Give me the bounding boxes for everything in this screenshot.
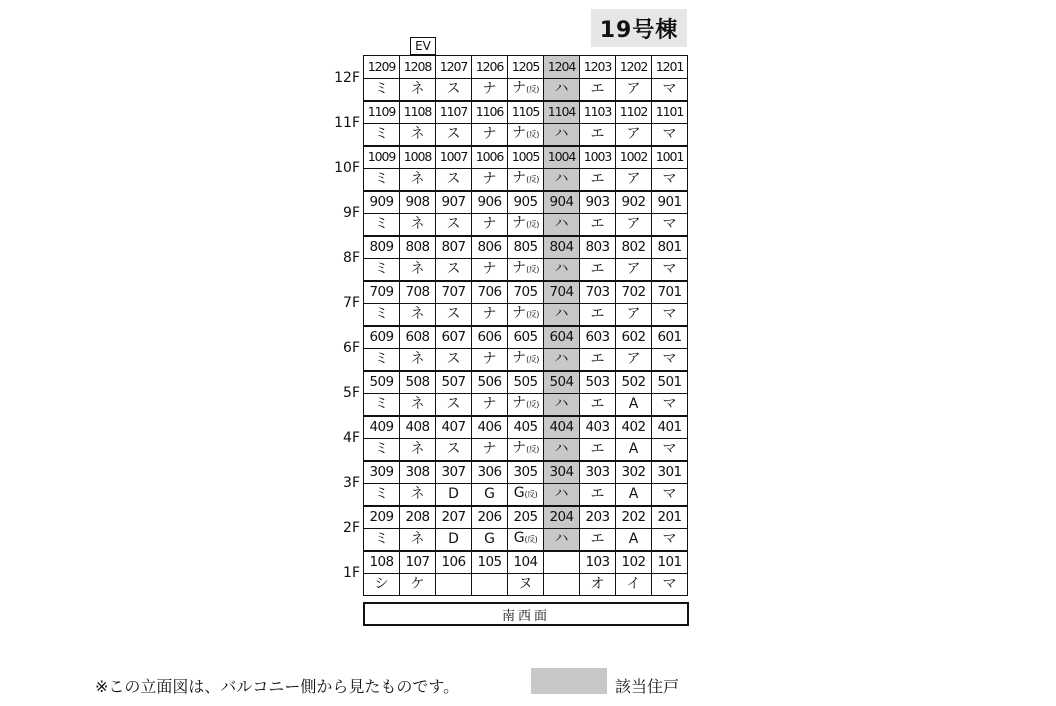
unit-type: ナ(反) [508,213,544,236]
unit-type: エ [580,78,616,101]
unit-type: G(反) [508,528,544,551]
unit-type: ア [616,303,652,326]
unit-number: 601 [652,326,688,349]
elevator-label: EV [410,37,436,55]
unit-type: ミ [364,483,400,506]
unit-number: 1204 [544,56,580,79]
unit-type: ミ [364,393,400,416]
unit-type: マ [652,348,688,371]
unit-type: A [616,393,652,416]
unit-type: ネ [400,213,436,236]
unit-type: ミ [364,123,400,146]
unit-number: 609 [364,326,400,349]
unit-type: ハ [544,528,580,551]
unit-type: D [436,483,472,506]
unit-type: ア [616,258,652,281]
unit-number: 703 [580,281,616,304]
unit-type: ス [436,393,472,416]
unit-type: ス [436,213,472,236]
building-label: 19号棟 [591,9,687,47]
unit-number: 1101 [652,101,688,124]
floor-label: 10F [334,159,360,176]
unit-type: ネ [400,258,436,281]
unit-number: 108 [364,551,400,574]
unit-type: ハ [544,483,580,506]
unit-number: 909 [364,191,400,214]
facade-label: 南西面 [363,602,689,626]
unit-type: ナ(反) [508,438,544,461]
unit-number: 1104 [544,101,580,124]
unit-number: 504 [544,371,580,394]
unit-number: 908 [400,191,436,214]
unit-number: 903 [580,191,616,214]
unit-type: ナ(反) [508,168,544,191]
unit-number: 1102 [616,101,652,124]
unit-number: 1108 [400,101,436,124]
floor-label: 3F [343,474,360,491]
unit-type: ス [436,258,472,281]
unit-type: ネ [400,393,436,416]
unit-type: ス [436,168,472,191]
unit-number: 405 [508,416,544,439]
unit-number: 107 [400,551,436,574]
unit-number: 407 [436,416,472,439]
unit-type: ハ [544,123,580,146]
unit-type: ナ(反) [508,303,544,326]
unit-type: ネ [400,438,436,461]
unit-type: エ [580,303,616,326]
unit-number: 301 [652,461,688,484]
unit-number: 305 [508,461,544,484]
unit-number: 507 [436,371,472,394]
unit-type: エ [580,438,616,461]
unit-number: 404 [544,416,580,439]
unit-type: エ [580,483,616,506]
unit-number: 701 [652,281,688,304]
unit-type: ナ [472,123,508,146]
unit-number: 1001 [652,146,688,169]
unit-type: ナ [472,303,508,326]
unit-number: 401 [652,416,688,439]
floor-label: 8F [343,249,360,266]
floor-plan-grid [363,55,688,596]
unit-type: ナ(反) [508,393,544,416]
unit-number: 1004 [544,146,580,169]
unit-number: 1006 [472,146,508,169]
unit-type: ハ [544,438,580,461]
unit-number: 902 [616,191,652,214]
unit-type: ア [616,78,652,101]
unit-number: 304 [544,461,580,484]
unit-number: 602 [616,326,652,349]
unit-type: ナ(反) [508,123,544,146]
unit-number: 603 [580,326,616,349]
unit-number: 907 [436,191,472,214]
unit-type: ネ [400,348,436,371]
legend-label: 該当住戸 [615,677,680,696]
unit-number: 509 [364,371,400,394]
floor-label: 1F [343,564,360,581]
unit-number: 202 [616,506,652,529]
unit-type: ミ [364,258,400,281]
unit-number: 705 [508,281,544,304]
unit-number: 205 [508,506,544,529]
unit-number: 1005 [508,146,544,169]
floor-label: 4F [343,429,360,446]
unit-type: ケ [400,573,436,596]
unit-type: ハ [544,303,580,326]
unit-type: エ [580,348,616,371]
unit-type: G [472,528,508,551]
unit-type: ナ(反) [508,348,544,371]
unit-number: 1206 [472,56,508,79]
unit-number: 807 [436,236,472,259]
unit-number: 306 [472,461,508,484]
unit-type: ス [436,123,472,146]
unit-number: 802 [616,236,652,259]
unit-type: ア [616,168,652,191]
unit-number: 308 [400,461,436,484]
unit-type: ス [436,438,472,461]
unit-type: ア [616,348,652,371]
unit-type: ア [616,123,652,146]
unit-type: G [472,483,508,506]
unit-type [436,573,472,596]
unit-number: 607 [436,326,472,349]
unit-number: 105 [472,551,508,574]
unit-number: 501 [652,371,688,394]
unit-type: マ [652,213,688,236]
unit-type: ミ [364,348,400,371]
unit-type: エ [580,213,616,236]
unit-number: 503 [580,371,616,394]
footnote: ※この立面図は、バルコニー側から見たものです。 [95,677,460,696]
unit-type: ス [436,348,472,371]
unit-number: 204 [544,506,580,529]
unit-type: A [616,438,652,461]
unit-number: 704 [544,281,580,304]
unit-number: 201 [652,506,688,529]
unit-number: 505 [508,371,544,394]
unit-number: 605 [508,326,544,349]
unit-number: 1107 [436,101,472,124]
unit-number: 1201 [652,56,688,79]
unit-type: ナ [472,348,508,371]
unit-number: 1209 [364,56,400,79]
floor-label: 11F [334,114,360,131]
unit-number: 1007 [436,146,472,169]
unit-type: マ [652,258,688,281]
unit-type: マ [652,168,688,191]
unit-number: 804 [544,236,580,259]
unit-number: 1202 [616,56,652,79]
unit-type: エ [580,123,616,146]
unit-number: 1008 [400,146,436,169]
unit-number: 207 [436,506,472,529]
unit-number: 904 [544,191,580,214]
unit-type: ヌ [508,573,544,596]
unit-number: 406 [472,416,508,439]
floor-label: 2F [343,519,360,536]
unit-number: 104 [508,551,544,574]
unit-type: マ [652,123,688,146]
unit-type: ミ [364,78,400,101]
unit-number: 506 [472,371,508,394]
unit-type: マ [652,438,688,461]
unit-type: ハ [544,393,580,416]
floor-label: 9F [343,204,360,221]
unit-type: ネ [400,123,436,146]
unit-type: ナ [472,393,508,416]
unit-type: マ [652,393,688,416]
unit-number: 1003 [580,146,616,169]
unit-number: 808 [400,236,436,259]
unit-type: ミ [364,303,400,326]
unit-number: 1106 [472,101,508,124]
unit-type: マ [652,528,688,551]
unit-number: 1105 [508,101,544,124]
unit-type: イ [616,573,652,596]
floor-label: 7F [343,294,360,311]
unit-type: ネ [400,303,436,326]
unit-number: 101 [652,551,688,574]
unit-type: マ [652,303,688,326]
unit-type: マ [652,483,688,506]
unit-number: 403 [580,416,616,439]
unit-number: 203 [580,506,616,529]
unit-type: ネ [400,78,436,101]
unit-number: 708 [400,281,436,304]
unit-number: 604 [544,326,580,349]
unit-number: 606 [472,326,508,349]
unit-type: エ [580,258,616,281]
unit-number: 906 [472,191,508,214]
unit-number: 1109 [364,101,400,124]
unit-number: 809 [364,236,400,259]
unit-number: 702 [616,281,652,304]
unit-number: 303 [580,461,616,484]
unit-type: ス [436,78,472,101]
unit-type: ナ [472,258,508,281]
unit-number: 208 [400,506,436,529]
unit-number: 206 [472,506,508,529]
floor-label: 6F [343,339,360,356]
unit-number: 302 [616,461,652,484]
unit-type: ネ [400,168,436,191]
unit-type: エ [580,168,616,191]
unit-type: ミ [364,528,400,551]
unit-number: 209 [364,506,400,529]
unit-type: ナ(反) [508,78,544,101]
unit-type: ネ [400,483,436,506]
floor-label: 12F [334,69,360,86]
unit-type: ナ [472,213,508,236]
unit-type: ハ [544,168,580,191]
unit-number: 801 [652,236,688,259]
unit-number: 409 [364,416,400,439]
legend-swatch [531,668,607,694]
unit-type: ナ [472,438,508,461]
unit-number: 1002 [616,146,652,169]
unit-type: ア [616,213,652,236]
unit-type: マ [652,78,688,101]
unit-number: 408 [400,416,436,439]
unit-type: ミ [364,168,400,191]
unit-number: 905 [508,191,544,214]
unit-type: マ [652,573,688,596]
unit-number: 103 [580,551,616,574]
unit-type: ハ [544,258,580,281]
unit-number: 106 [436,551,472,574]
unit-number: 1205 [508,56,544,79]
unit-number: 508 [400,371,436,394]
unit-type: ス [436,303,472,326]
unit-type: D [436,528,472,551]
unit-type: ミ [364,438,400,461]
unit-type: シ [364,573,400,596]
unit-number: 803 [580,236,616,259]
floor-label: 5F [343,384,360,401]
unit-number: 402 [616,416,652,439]
unit-number: 1208 [400,56,436,79]
unit-number: 805 [508,236,544,259]
unit-number: 806 [472,236,508,259]
unit-type [544,573,580,596]
unit-type: ハ [544,213,580,236]
unit-type: ハ [544,78,580,101]
unit-type: オ [580,573,616,596]
unit-number: 1203 [580,56,616,79]
unit-number: 502 [616,371,652,394]
unit-number: 706 [472,281,508,304]
unit-number: 1103 [580,101,616,124]
unit-type: エ [580,393,616,416]
unit-type: ナ [472,168,508,191]
unit-type: エ [580,528,616,551]
unit-number: 901 [652,191,688,214]
unit-type [472,573,508,596]
unit-number: 709 [364,281,400,304]
unit-type: ミ [364,213,400,236]
unit-type: G(反) [508,483,544,506]
unit-number: 1009 [364,146,400,169]
unit-type: A [616,528,652,551]
unit-number [544,551,580,574]
unit-type: ネ [400,528,436,551]
unit-number: 1207 [436,56,472,79]
unit-type: ナ(反) [508,258,544,281]
unit-type: A [616,483,652,506]
unit-number: 608 [400,326,436,349]
unit-number: 707 [436,281,472,304]
unit-number: 309 [364,461,400,484]
unit-type: ハ [544,348,580,371]
unit-number: 102 [616,551,652,574]
unit-number: 307 [436,461,472,484]
unit-type: ナ [472,78,508,101]
